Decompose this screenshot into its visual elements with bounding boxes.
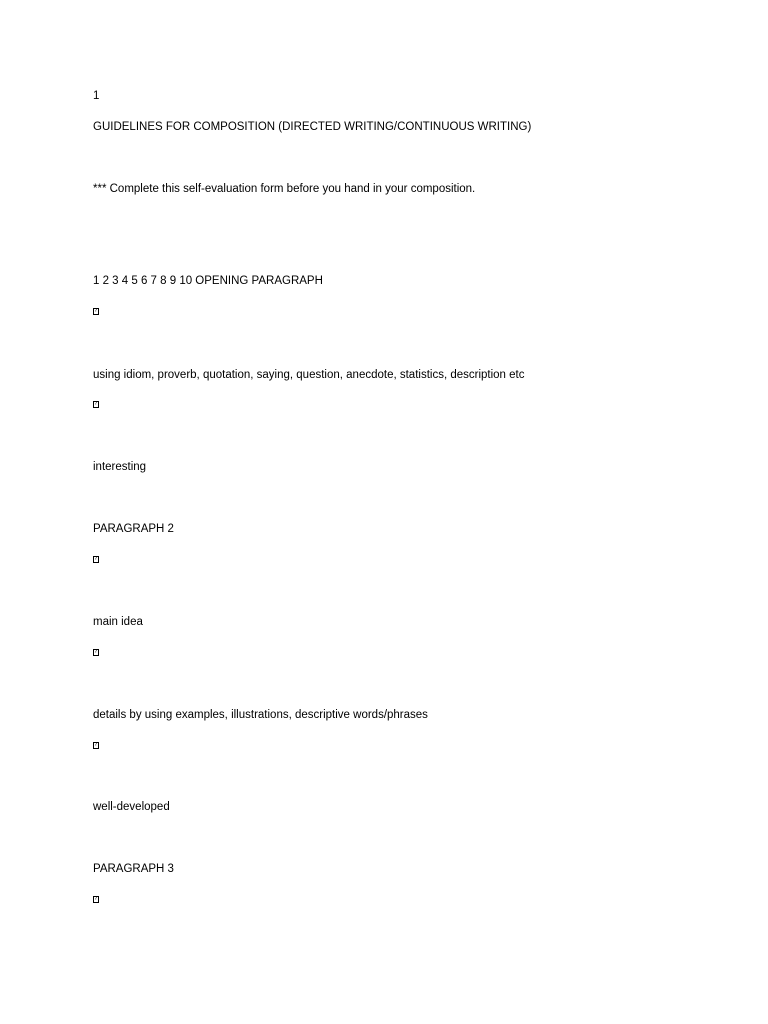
- page-number: 1: [93, 90, 100, 102]
- checkbox-icon: ?: [94, 649, 98, 655]
- item-main-idea: main idea: [93, 616, 143, 628]
- checkbox-icon: ?: [94, 401, 98, 407]
- document-title: GUIDELINES FOR COMPOSITION (DIRECTED WRITING/CONTINUOUS WRITING): [93, 121, 532, 133]
- checkbox-icon: ?: [94, 896, 98, 902]
- heading-paragraph-3: PARAGRAPH 3: [93, 863, 174, 875]
- checkbox-icon: ?: [94, 742, 98, 748]
- item-well-developed: well-developed: [93, 801, 170, 813]
- item-opening-techniques: using idiom, proverb, quotation, saying, question, anecdote, statistics, description etc: [93, 369, 525, 381]
- item-interesting: interesting: [93, 461, 147, 473]
- heading-paragraph-2: PARAGRAPH 2: [93, 523, 174, 535]
- scale-heading: 1 2 3 4 5 6 7 8 9 10 OPENING PARAGRAPH: [93, 275, 323, 287]
- item-details: details by using examples, illustrations, descriptive words/phrases: [93, 709, 428, 721]
- checkbox-icon: ?: [94, 308, 98, 314]
- checkbox-icon: ?: [94, 556, 98, 562]
- instruction-text: *** Complete this self-evaluation form before you hand in your composition.: [93, 183, 476, 195]
